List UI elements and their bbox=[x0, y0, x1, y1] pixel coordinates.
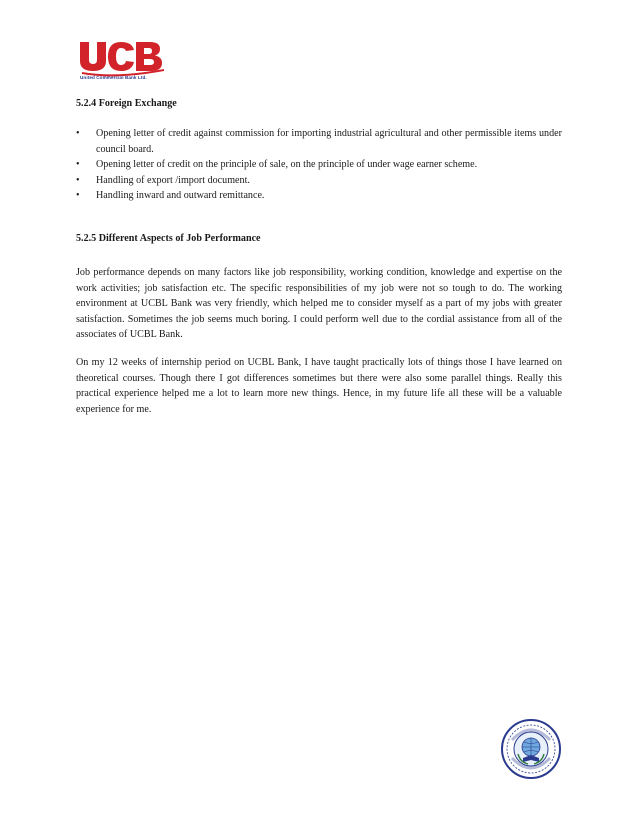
bullet-icon: • bbox=[76, 190, 80, 202]
list-item: • Opening letter of credit against commission for importing industrial agricultural and other permissible items under council board. bbox=[76, 128, 562, 155]
list-item: • Handling inward and outward remittance. bbox=[76, 188, 562, 204]
internship-paragraph: On my 12 weeks of internship period on UCBL Bank, I have taught practically lots of things those I have learned on theoretical courses. Though there I got differences sometimes but there were also some parallel things. Really this practical experience helped me a lot to learn more new things. Hence, in my future life all these will be a valuable experience for me. bbox=[76, 357, 562, 415]
ucb-logo bbox=[76, 38, 166, 82]
seal-emblem-icon bbox=[500, 718, 562, 780]
list-item: • Opening letter of credit on the principle of sale, on the principle of under wage earner scheme. bbox=[76, 157, 562, 173]
foreign-exchange-list bbox=[76, 126, 562, 204]
bullet-icon: • bbox=[76, 128, 80, 139]
ucb-wordmark bbox=[76, 38, 166, 78]
job-performance-heading: 5.2.5 Different Aspects of Job Performance bbox=[76, 233, 261, 244]
bullet-icon: • bbox=[76, 159, 80, 171]
logo-letter-u bbox=[80, 42, 106, 71]
bullet-icon: • bbox=[76, 174, 80, 186]
list-item: • Handling of export /import document. bbox=[76, 173, 562, 189]
logo-subtitle: United Commercial Bank Ltd. bbox=[80, 75, 147, 80]
job-performance-paragraph: Job performance depends on many factors like job responsibility, working condition, knowledge and expertise on the work activities; job satisfaction etc. The specific responsibilities of my job were not so tough to do. The working environment at UCBL Bank was very friendly, which helped me to consider myself as a part of my jobs with greater satisfaction. Sometimes the job seems much boring. I could perform well due to the cordial assistance from all of the associates of UCBL Bank. bbox=[76, 267, 562, 341]
logo-letter-c bbox=[108, 42, 134, 71]
logo-letter-b bbox=[136, 42, 162, 71]
university-seal bbox=[500, 718, 562, 780]
foreign-exchange-heading: 5.2.4 Foreign Exchange bbox=[76, 98, 177, 109]
